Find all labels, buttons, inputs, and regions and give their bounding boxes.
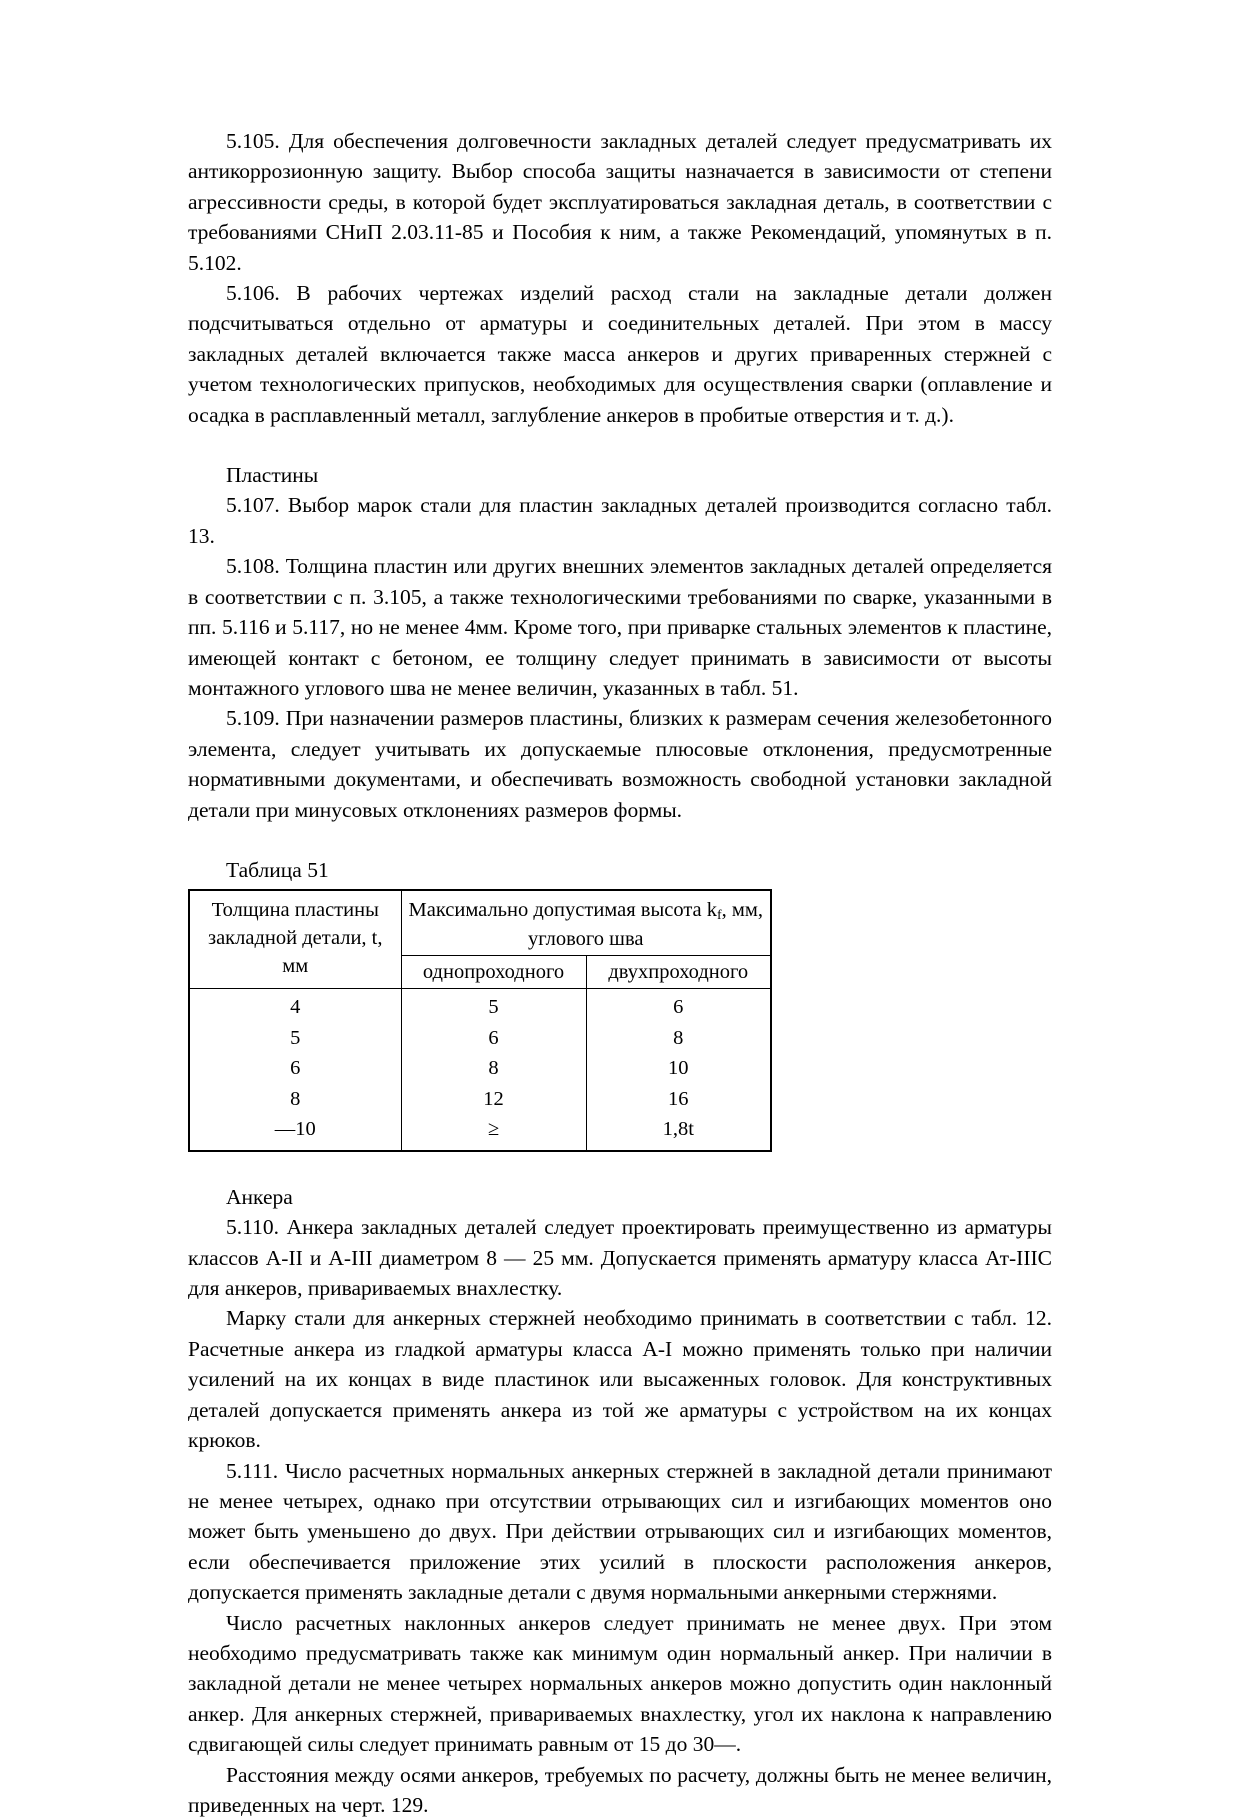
cell-double-pass: 16 xyxy=(668,1087,689,1110)
header-max-height-line2: углового шва xyxy=(528,928,644,951)
cell-single-pass: 12 xyxy=(483,1087,504,1110)
data-cell-single-pass-column xyxy=(401,989,586,1151)
header-max-height-units: , мм, xyxy=(721,899,763,922)
paragraph-steel-grade: Марку стали для анкерных стержней необходимо принимать в соответствии с табл. 12. Расчетные анкера из гладкой арматуры класса А-I можно применять только при наличии усилений на их концах в виде пластинок или высаженных головок. Для конструктивных деталей допускается применять анкера из той же арматуры с устройством на их концах крюков. xyxy=(188,1306,1052,1453)
table-spacer-bottom xyxy=(188,1152,1052,1182)
cell-double-pass: 6 xyxy=(673,996,684,1019)
data-cell-thickness-column xyxy=(189,989,401,1151)
cell-single-pass: 8 xyxy=(488,1057,499,1080)
table-spacer-top xyxy=(188,825,1052,855)
paragraph-5-106: 5.106. В рабочих чертежах изделий расход стали на закладные детали должен подсчитываться отдельно от арматуры и соединительных деталей. При этом в массу закладных деталей включается также масса анкеров и других приваренных стержней с учетом технологических припусков, необходимых для осуществления сварки (оплавление и осадка в расплавленный металл, заглубление анкеров в пробитые отверстия и т. д.). xyxy=(188,281,1052,427)
header-max-height-text: Максимально допустимая высота k xyxy=(408,899,718,922)
single-pass-values xyxy=(406,992,582,1145)
paragraph-inclined-anchors: Число расчетных наклонных анкеров следует принимать не менее двух. При этом необходимо предусматривать также как минимум один нормальный анкер. При наличии в закладной детали не менее четырех нормальных анкеров можно допустить один наклонный анкер. Для анкерных стержней, привариваемых внахлестку, угол их наклона к направлению сдвигающей силы следует принимать равным от 15 до 30—. xyxy=(188,1610,1052,1757)
cell-double-pass: 10 xyxy=(668,1057,689,1080)
header-max-height-line1 xyxy=(406,896,767,925)
table-data-row xyxy=(189,989,771,1151)
cell-thickness: —10 xyxy=(274,1118,316,1141)
paragraph-5-110: 5.110. Анкера закладных деталей следует проектировать преимущественно из арматуры классов А-II и А-III диаметром 8 — 25 мм. Допускается применять арматуру класса Ат-IIIС для анкеров, привариваемых внахлестку. xyxy=(188,1215,1052,1301)
section-spacer xyxy=(188,430,1052,460)
header-thickness-line1: Толщина пластины xyxy=(211,899,379,922)
header-cell-single-pass: однопроходного xyxy=(401,956,586,989)
cell-thickness: 5 xyxy=(290,1026,301,1049)
cell-double-pass: 8 xyxy=(673,1026,684,1049)
table-header-row-main xyxy=(189,890,771,956)
heading-ankera: Анкера xyxy=(226,1184,293,1209)
header-cell-thickness xyxy=(189,890,401,989)
cell-single-pass: ≥ xyxy=(487,1118,500,1141)
paragraph-5-109: 5.109. При назначении размеров пластины, близких к размерам сечения железобетонного элемента, следует учитывать их допускаемые плюсовые отклонения, предусмотренные нормативными документами, и обеспечивать возможность свободной установки закладной детали при минусовых отклонениях размеров формы. xyxy=(188,706,1052,822)
subscript-f: f xyxy=(717,908,722,924)
cell-single-pass: 6 xyxy=(488,1026,499,1049)
cell-thickness: 4 xyxy=(290,996,301,1019)
double-pass-values xyxy=(591,992,767,1145)
cell-double-pass: 1,8t xyxy=(662,1118,694,1141)
thickness-values xyxy=(194,992,397,1145)
table-caption-51: Таблица 51 xyxy=(226,857,329,882)
table-51 xyxy=(188,889,772,1152)
paragraph-anchor-spacing: Расстояния между осями анкеров, требуемых по расчету, должны быть не менее величин, приведенных на черт. 129. xyxy=(188,1762,1052,1817)
heading-plastiny: Пластины xyxy=(226,463,319,488)
page-content xyxy=(188,126,1052,1820)
cell-thickness: 6 xyxy=(290,1057,301,1080)
cell-thickness: 8 xyxy=(290,1087,301,1110)
data-cell-double-pass-column xyxy=(586,989,771,1151)
paragraph-5-107: 5.107. Выбор марок стали для пластин закладных деталей производится согласно табл. 13. xyxy=(188,493,1052,548)
header-cell-double-pass: двухпроходного xyxy=(586,956,771,989)
header-cell-max-height xyxy=(401,890,771,956)
paragraph-5-111: 5.111. Число расчетных нормальных анкерных стержней в закладной детали принимают не менее четырех, однако при отсутствии отрывающих сил и изгибающих моментов оно может быть уменьшено до двух. При действии отрывающих сил и изгибающих моментов, если обеспечивается приложение этих усилий в плоскости расположения анкеров, допускается применять закладные детали с двумя нормальными анкерными стержнями. xyxy=(188,1458,1052,1605)
paragraph-5-108: 5.108. Толщина пластин или других внешних элементов закладных деталей определяется в соответствии с п. 3.105, а также технологическими требованиями по сварке, указанными в пп. 5.116 и 5.117, но не менее 4мм. Кроме того, при приварке стальных элементов к пластине, имеющей контакт с бетоном, ее толщину следует принимать в зависимости от высоты монтажного углового шва не менее величин, указанных в табл. 51. xyxy=(188,554,1052,700)
header-thickness-line2: закладной детали, t, мм xyxy=(207,927,383,978)
cell-single-pass: 5 xyxy=(488,996,499,1019)
paragraph-5-105: 5.105. Для обеспечения долговечности закладных деталей следует предусматривать их антикоррозионную защиту. Выбор способа защиты назначается в зависимости от степени агрессивности среды, в которой будет эксплуатироваться закладная деталь, в соответствии с требованиями СНиП 2.03.11-85 и Пособия к ним, а также Рекомендаций, упомянутых в п. 5.102. xyxy=(188,129,1052,275)
